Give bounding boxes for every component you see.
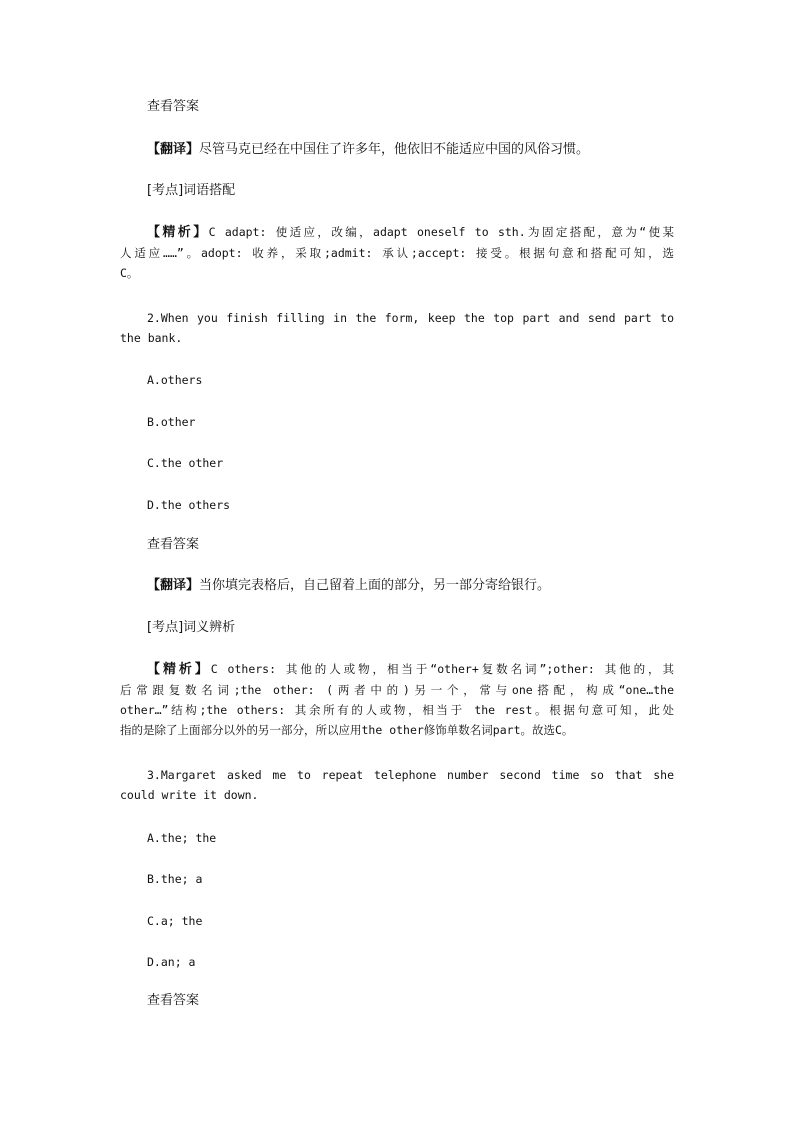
- analysis-line: other…”结构;the others: 其余所有的人或物，相当于 the rest。根据句意可知，此处: [120, 703, 674, 717]
- analysis-line: C adapt: 使适应，改编，adapt oneself to sth.为固定搭配，意为“使某: [208, 225, 674, 239]
- translation-text: 尽管马克已经在中国住了许多年，他依旧不能适应中国的风俗习惯。: [199, 142, 590, 157]
- view-answer-link-3[interactable]: 查看答案: [147, 993, 200, 1008]
- analysis-2: [120, 659, 674, 740]
- option-b: B.other: [147, 415, 196, 429]
- stem-line: 2.When you finish filling in the form, keep the top part and send part to: [147, 311, 674, 325]
- analysis-line: 后常跟复数名词;the other: (两者中的)另一个，常与one搭配，构成“one…the: [120, 683, 674, 697]
- view-answer-link-1[interactable]: 查看答案: [147, 99, 200, 114]
- stem-line: could write it down.: [120, 788, 259, 802]
- analysis-line: C。: [120, 266, 139, 280]
- analysis-line: 人适应……”。adopt: 收养，采取;admit: 承认;accept: 接受。根据句意和搭配可知，选: [120, 246, 674, 260]
- option-a: A.the; the: [147, 831, 217, 845]
- view-answer-link-2[interactable]: 查看答案: [147, 537, 200, 552]
- exam-point-1: [考点]词语搭配: [147, 183, 236, 198]
- analysis-line: 指的是除了上面部分以外的另一部分，所以应用the other修饰单数名词part。故选C。: [120, 723, 574, 737]
- translation-tag: 【翻译】: [147, 142, 200, 157]
- option-c: C.a; the: [147, 914, 203, 928]
- analysis-line: C others: 其他的人或物，相当于“other+复数名词”;other: 其他的，其: [210, 662, 674, 676]
- question-3-stem: [120, 765, 674, 805]
- translation-text: 当你填完表格后，自己留着上面的部分，另一部分寄给银行。: [199, 578, 551, 593]
- translation-1: [147, 140, 589, 160]
- translation-2: [147, 576, 550, 596]
- option-d: D.the others: [147, 498, 231, 512]
- exam-point-2: [考点]词义辨析: [147, 620, 236, 635]
- option-a: A.others: [147, 373, 203, 387]
- analysis-tag: 【精析】: [147, 225, 209, 240]
- analysis-tag: 【精析】: [147, 662, 211, 677]
- stem-line: the bank.: [120, 331, 183, 345]
- question-2-stem: [120, 308, 674, 348]
- option-b: B.the; a: [147, 872, 203, 886]
- stem-line: 3.Margaret asked me to repeat telephone number second time so that she: [147, 768, 674, 782]
- translation-tag: 【翻译】: [147, 578, 200, 593]
- analysis-1: [120, 222, 674, 283]
- option-c: C.the other: [147, 456, 224, 470]
- option-d: D.an; a: [147, 955, 196, 969]
